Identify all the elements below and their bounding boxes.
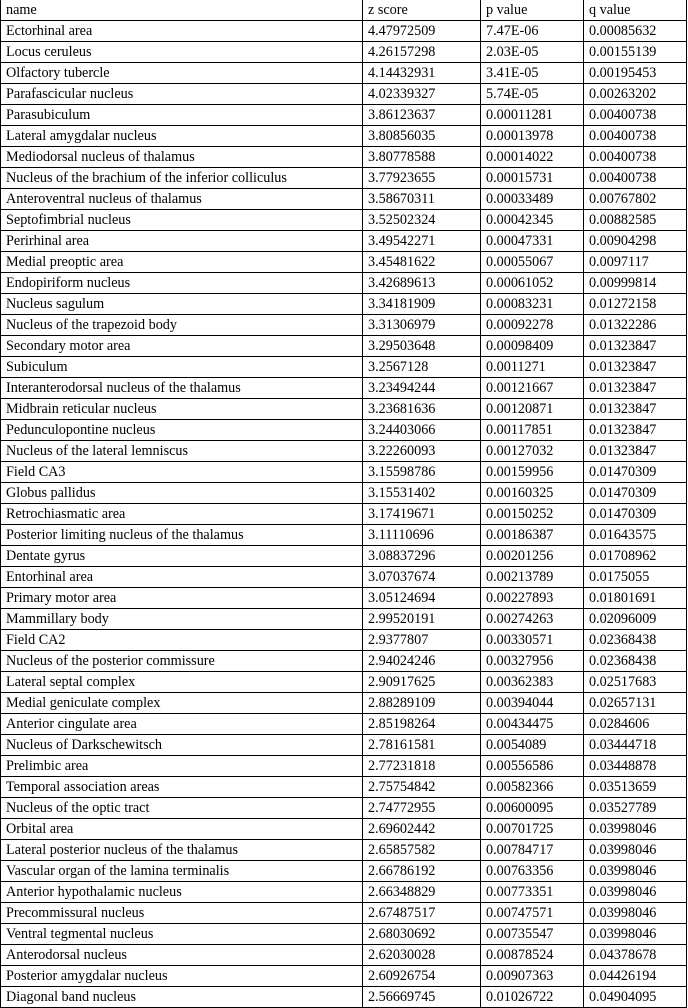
region-name-cell: Nucleus of the brachium of the inferior colliculus: [1, 168, 363, 189]
z-score-cell: 3.07037674: [363, 567, 481, 588]
z-score-cell: 2.56669745: [363, 987, 481, 1008]
region-name-cell: Lateral posterior nucleus of the thalamus: [1, 840, 363, 861]
q-value-cell: 0.04378678: [584, 945, 687, 966]
q-value-cell: 0.00155139: [584, 42, 687, 63]
table-row: [1, 420, 687, 441]
q-value-cell: 0.00195453: [584, 63, 687, 84]
region-name-cell: Nucleus of Darkschewitsch: [1, 735, 363, 756]
region-name-cell: Temporal association areas: [1, 777, 363, 798]
region-name-cell: Mammillary body: [1, 609, 363, 630]
region-name-cell: Primary motor area: [1, 588, 363, 609]
p-value-cell: 0.00582366: [481, 777, 584, 798]
q-value-cell: 0.03998046: [584, 924, 687, 945]
q-value-cell: 0.04904095: [584, 987, 687, 1008]
q-value-cell: 0.01801691: [584, 588, 687, 609]
region-name-cell: Olfactory tubercle: [1, 63, 363, 84]
region-name-cell: Prelimbic area: [1, 756, 363, 777]
region-name-cell: Nucleus sagulum: [1, 294, 363, 315]
table-row: [1, 609, 687, 630]
z-score-cell: 3.29503648: [363, 336, 481, 357]
region-name-cell: Entorhinal area: [1, 567, 363, 588]
table-row: [1, 777, 687, 798]
table-row: [1, 189, 687, 210]
table-row: [1, 126, 687, 147]
p-value-cell: 0.00150252: [481, 504, 584, 525]
p-value-cell: 0.00127032: [481, 441, 584, 462]
p-value-cell: 0.00773351: [481, 882, 584, 903]
region-name-cell: Precommissural nucleus: [1, 903, 363, 924]
z-score-cell: 3.15598786: [363, 462, 481, 483]
q-value-cell: 0.03998046: [584, 819, 687, 840]
p-value-cell: 0.00011281: [481, 105, 584, 126]
table-row: [1, 210, 687, 231]
q-value-cell: 0.01323847: [584, 336, 687, 357]
q-value-cell: 0.04426194: [584, 966, 687, 987]
q-value-cell: 0.00767802: [584, 189, 687, 210]
z-score-cell: 2.9377807: [363, 630, 481, 651]
q-value-cell: 0.0097117: [584, 252, 687, 273]
p-value-cell: 0.00117851: [481, 420, 584, 441]
p-value-cell: 0.00600095: [481, 798, 584, 819]
p-value-cell: 0.0054089: [481, 735, 584, 756]
region-name-cell: Endopiriform nucleus: [1, 273, 363, 294]
q-value-cell: 0.01470309: [584, 504, 687, 525]
table-row: [1, 525, 687, 546]
p-value-cell: 0.00159956: [481, 462, 584, 483]
q-value-cell: 0.00400738: [584, 168, 687, 189]
q-value-cell: 0.02657131: [584, 693, 687, 714]
table-row: [1, 21, 687, 42]
p-value-cell: 0.00083231: [481, 294, 584, 315]
table-row: [1, 945, 687, 966]
table-row: [1, 294, 687, 315]
z-score-cell: 2.78161581: [363, 735, 481, 756]
p-value-cell: 0.01026722: [481, 987, 584, 1008]
z-score-cell: 3.11110696: [363, 525, 481, 546]
region-name-cell: Anterior hypothalamic nucleus: [1, 882, 363, 903]
z-score-cell: 2.67487517: [363, 903, 481, 924]
table-row: [1, 168, 687, 189]
z-score-cell: 2.66348829: [363, 882, 481, 903]
z-score-cell: 4.14432931: [363, 63, 481, 84]
z-score-cell: 2.88289109: [363, 693, 481, 714]
q-value-cell: 0.01323847: [584, 441, 687, 462]
table-row: [1, 231, 687, 252]
p-value-cell: 0.00213789: [481, 567, 584, 588]
table-row: [1, 504, 687, 525]
q-value-cell: 0.01643575: [584, 525, 687, 546]
table-row: [1, 798, 687, 819]
region-name-cell: Lateral amygdalar nucleus: [1, 126, 363, 147]
q-value-cell: 0.00999814: [584, 273, 687, 294]
q-value-cell: 0.00085632: [584, 21, 687, 42]
table-row: [1, 252, 687, 273]
z-score-cell: 3.08837296: [363, 546, 481, 567]
z-score-cell: 3.42689613: [363, 273, 481, 294]
p-value-cell: 0.00907363: [481, 966, 584, 987]
q-value-cell: 0.01323847: [584, 399, 687, 420]
z-score-cell: 3.15531402: [363, 483, 481, 504]
table-row: [1, 84, 687, 105]
region-name-cell: Locus ceruleus: [1, 42, 363, 63]
p-value-cell: 0.00092278: [481, 315, 584, 336]
region-name-cell: Ventral tegmental nucleus: [1, 924, 363, 945]
q-value-cell: 0.02368438: [584, 651, 687, 672]
z-score-cell: 3.77923655: [363, 168, 481, 189]
table-row: [1, 147, 687, 168]
table-row: [1, 42, 687, 63]
p-value-cell: 0.00201256: [481, 546, 584, 567]
z-score-cell: 4.02339327: [363, 84, 481, 105]
z-score-cell: 2.85198264: [363, 714, 481, 735]
column-header-p-value: p value: [481, 0, 584, 21]
q-value-cell: 0.01272158: [584, 294, 687, 315]
table-row: [1, 483, 687, 504]
q-value-cell: 0.01708962: [584, 546, 687, 567]
p-value-cell: 0.00098409: [481, 336, 584, 357]
region-name-cell: Midbrain reticular nucleus: [1, 399, 363, 420]
p-value-cell: 0.00784717: [481, 840, 584, 861]
z-score-cell: 3.17419671: [363, 504, 481, 525]
region-name-cell: Anterodorsal nucleus: [1, 945, 363, 966]
region-name-cell: Posterior limiting nucleus of the thalamus: [1, 525, 363, 546]
p-value-cell: 0.00014022: [481, 147, 584, 168]
p-value-cell: 5.74E-05: [481, 84, 584, 105]
table-row: [1, 840, 687, 861]
p-value-cell: 0.00186387: [481, 525, 584, 546]
table-row: [1, 987, 687, 1008]
table-row: [1, 966, 687, 987]
q-value-cell: 0.00263202: [584, 84, 687, 105]
q-value-cell: 0.03998046: [584, 882, 687, 903]
p-value-cell: 0.00747571: [481, 903, 584, 924]
q-value-cell: 0.00400738: [584, 105, 687, 126]
region-name-cell: Mediodorsal nucleus of thalamus: [1, 147, 363, 168]
table-row: [1, 546, 687, 567]
z-score-cell: 3.31306979: [363, 315, 481, 336]
q-value-cell: 0.0175055: [584, 567, 687, 588]
p-value-cell: 0.00763356: [481, 861, 584, 882]
region-name-cell: Nucleus of the posterior commissure: [1, 651, 363, 672]
table-row: [1, 273, 687, 294]
region-name-cell: Septofimbrial nucleus: [1, 210, 363, 231]
region-name-cell: Parasubiculum: [1, 105, 363, 126]
table-row: [1, 630, 687, 651]
region-name-cell: Subiculum: [1, 357, 363, 378]
q-value-cell: 0.00904298: [584, 231, 687, 252]
z-score-cell: 2.68030692: [363, 924, 481, 945]
table-row: [1, 63, 687, 84]
q-value-cell: 0.03998046: [584, 903, 687, 924]
table-row: [1, 315, 687, 336]
region-name-cell: Pedunculopontine nucleus: [1, 420, 363, 441]
table-row: [1, 756, 687, 777]
z-score-cell: 3.22260093: [363, 441, 481, 462]
table-row: [1, 567, 687, 588]
table-row: [1, 105, 687, 126]
table-row: [1, 672, 687, 693]
p-value-cell: 0.00061052: [481, 273, 584, 294]
z-score-cell: 2.69602442: [363, 819, 481, 840]
z-score-cell: 3.49542271: [363, 231, 481, 252]
q-value-cell: 0.01322286: [584, 315, 687, 336]
region-name-cell: Field CA3: [1, 462, 363, 483]
z-score-cell: 2.60926754: [363, 966, 481, 987]
region-name-cell: Globus pallidus: [1, 483, 363, 504]
region-name-cell: Orbital area: [1, 819, 363, 840]
region-name-cell: Medial geniculate complex: [1, 693, 363, 714]
z-score-cell: 2.94024246: [363, 651, 481, 672]
z-score-cell: 3.58670311: [363, 189, 481, 210]
p-value-cell: 0.00121667: [481, 378, 584, 399]
q-value-cell: 0.00882585: [584, 210, 687, 231]
column-header-name: name: [1, 0, 363, 21]
table-row: [1, 714, 687, 735]
z-score-cell: 3.86123637: [363, 105, 481, 126]
z-score-cell: 2.75754842: [363, 777, 481, 798]
region-name-cell: Parafascicular nucleus: [1, 84, 363, 105]
q-value-cell: 0.00400738: [584, 147, 687, 168]
z-score-cell: 3.24403066: [363, 420, 481, 441]
region-name-cell: Posterior amygdalar nucleus: [1, 966, 363, 987]
p-value-cell: 0.00556586: [481, 756, 584, 777]
p-value-cell: 0.00042345: [481, 210, 584, 231]
region-name-cell: Dentate gyrus: [1, 546, 363, 567]
q-value-cell: 0.00400738: [584, 126, 687, 147]
z-score-cell: 3.34181909: [363, 294, 481, 315]
region-name-cell: Nucleus of the lateral lemniscus: [1, 441, 363, 462]
z-score-cell: 3.2567128: [363, 357, 481, 378]
table-row: [1, 441, 687, 462]
table-row: [1, 882, 687, 903]
table-row: [1, 735, 687, 756]
p-value-cell: 0.00015731: [481, 168, 584, 189]
region-name-cell: Secondary motor area: [1, 336, 363, 357]
q-value-cell: 0.01470309: [584, 462, 687, 483]
table-row: [1, 861, 687, 882]
region-name-cell: Medial preoptic area: [1, 252, 363, 273]
z-score-cell: 4.47972509: [363, 21, 481, 42]
q-value-cell: 0.03998046: [584, 840, 687, 861]
q-value-cell: 0.03513659: [584, 777, 687, 798]
p-value-cell: 2.03E-05: [481, 42, 584, 63]
z-score-cell: 2.65857582: [363, 840, 481, 861]
table-row: [1, 399, 687, 420]
p-value-cell: 0.00055067: [481, 252, 584, 273]
z-score-cell: 3.45481622: [363, 252, 481, 273]
p-value-cell: 0.00394044: [481, 693, 584, 714]
q-value-cell: 0.03527789: [584, 798, 687, 819]
region-name-cell: Lateral septal complex: [1, 672, 363, 693]
region-name-cell: Diagonal band nucleus: [1, 987, 363, 1008]
p-value-cell: 0.00274263: [481, 609, 584, 630]
header-row: [1, 0, 687, 21]
q-value-cell: 0.02096009: [584, 609, 687, 630]
table-body: [1, 21, 687, 1008]
z-score-cell: 2.66786192: [363, 861, 481, 882]
table-row: [1, 357, 687, 378]
z-score-cell: 4.26157298: [363, 42, 481, 63]
region-name-cell: Anterior cingulate area: [1, 714, 363, 735]
q-value-cell: 0.0284606: [584, 714, 687, 735]
p-value-cell: 0.00120871: [481, 399, 584, 420]
z-score-cell: 3.05124694: [363, 588, 481, 609]
q-value-cell: 0.01470309: [584, 483, 687, 504]
z-score-cell: 2.90917625: [363, 672, 481, 693]
table-row: [1, 588, 687, 609]
table-row: [1, 924, 687, 945]
table-row: [1, 819, 687, 840]
region-name-cell: Interanterodorsal nucleus of the thalamus: [1, 378, 363, 399]
p-value-cell: 0.00330571: [481, 630, 584, 651]
region-name-cell: Nucleus of the optic tract: [1, 798, 363, 819]
z-score-cell: 2.62030028: [363, 945, 481, 966]
z-score-cell: 3.23681636: [363, 399, 481, 420]
region-name-cell: Retrochiasmatic area: [1, 504, 363, 525]
p-value-cell: 0.00327956: [481, 651, 584, 672]
column-header-q-value: q value: [584, 0, 687, 21]
q-value-cell: 0.03444718: [584, 735, 687, 756]
z-score-cell: 2.74772955: [363, 798, 481, 819]
p-value-cell: 0.00013978: [481, 126, 584, 147]
p-value-cell: 7.47E-06: [481, 21, 584, 42]
p-value-cell: 0.00701725: [481, 819, 584, 840]
table-row: [1, 378, 687, 399]
z-score-cell: 3.80856035: [363, 126, 481, 147]
table-row: [1, 336, 687, 357]
q-value-cell: 0.02517683: [584, 672, 687, 693]
table-row: [1, 462, 687, 483]
region-name-cell: Vascular organ of the lamina terminalis: [1, 861, 363, 882]
p-value-cell: 0.00362383: [481, 672, 584, 693]
p-value-cell: 0.00227893: [481, 588, 584, 609]
z-score-cell: 3.80778588: [363, 147, 481, 168]
q-value-cell: 0.02368438: [584, 630, 687, 651]
p-value-cell: 3.41E-05: [481, 63, 584, 84]
table-row: [1, 651, 687, 672]
z-score-cell: 3.23494244: [363, 378, 481, 399]
region-name-cell: Field CA2: [1, 630, 363, 651]
p-value-cell: 0.00160325: [481, 483, 584, 504]
region-name-cell: Anteroventral nucleus of thalamus: [1, 189, 363, 210]
z-score-cell: 2.77231818: [363, 756, 481, 777]
table-row: [1, 693, 687, 714]
column-header-z-score: z score: [363, 0, 481, 21]
p-value-cell: 0.0011271: [481, 357, 584, 378]
q-value-cell: 0.01323847: [584, 378, 687, 399]
q-value-cell: 0.03998046: [584, 861, 687, 882]
p-value-cell: 0.00033489: [481, 189, 584, 210]
z-score-cell: 3.52502324: [363, 210, 481, 231]
z-score-cell: 2.99520191: [363, 609, 481, 630]
q-value-cell: 0.03448878: [584, 756, 687, 777]
p-value-cell: 0.00735547: [481, 924, 584, 945]
region-name-cell: Perirhinal area: [1, 231, 363, 252]
p-value-cell: 0.00878524: [481, 945, 584, 966]
q-value-cell: 0.01323847: [584, 420, 687, 441]
p-value-cell: 0.00047331: [481, 231, 584, 252]
region-name-cell: Nucleus of the trapezoid body: [1, 315, 363, 336]
q-value-cell: 0.01323847: [584, 357, 687, 378]
table-row: [1, 903, 687, 924]
region-name-cell: Ectorhinal area: [1, 21, 363, 42]
p-value-cell: 0.00434475: [481, 714, 584, 735]
